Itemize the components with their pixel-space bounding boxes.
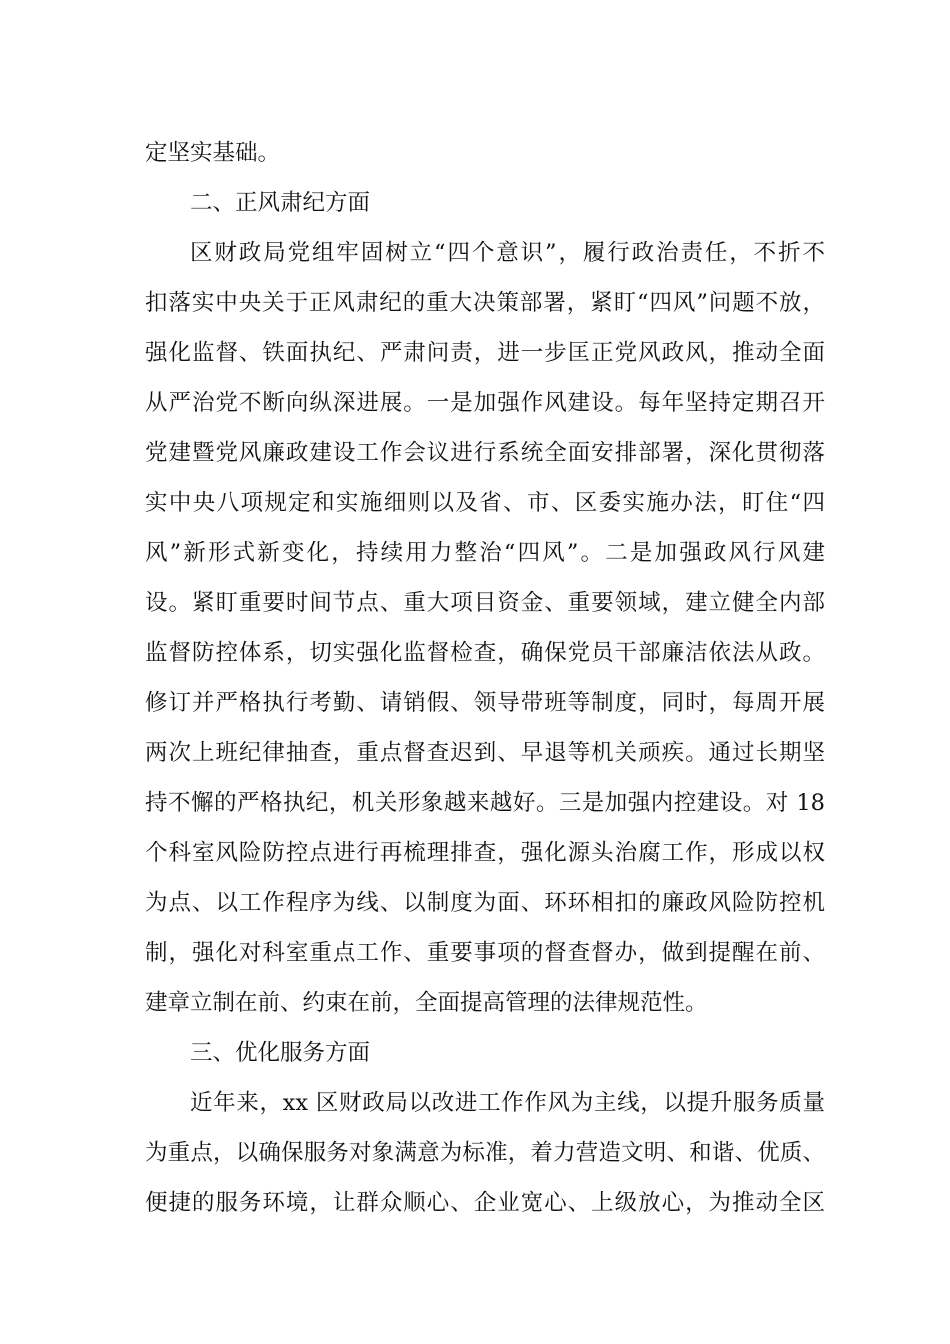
paragraph-line: 监督防控体系，切实强化监督检查，确保党员干部廉洁依法从政。 bbox=[145, 640, 825, 666]
paragraph-line: 近年来，xx 区财政局以改进工作作风为主线，以提升服务质量 bbox=[190, 1090, 825, 1116]
paragraph-tail-line: 定坚实基础。 bbox=[145, 140, 281, 166]
document-page bbox=[145, 128, 825, 1228]
paragraph-line: 强化监督、铁面执纪、严肃问责，进一步匡正党风政风，推动全面 bbox=[145, 340, 825, 366]
paragraph-line: 实中央八项规定和实施细则以及省、市、区委实施办法，盯住“四 bbox=[145, 490, 825, 516]
paragraph-line: 制，强化对科室重点工作、重要事项的督查督办，做到提醒在前、 bbox=[145, 940, 825, 966]
paragraph-line: 区财政局党组牢固树立“四个意识”，履行政治责任，不折不 bbox=[190, 240, 825, 266]
paragraph-line: 为重点，以确保服务对象满意为标准，着力营造文明、和谐、优质、 bbox=[145, 1140, 825, 1166]
paragraph-line: 从严治党不断向纵深进展。一是加强作风建设。每年坚持定期召开 bbox=[145, 390, 825, 416]
section-heading: 三、优化服务方面 bbox=[190, 1040, 371, 1066]
paragraph-line: 个科室风险防控点进行再梳理排查，强化源头治腐工作，形成以权 bbox=[145, 840, 825, 866]
paragraph-line: 持不懈的严格执纪，机关形象越来越好。三是加强内控建设。对 18 bbox=[145, 790, 825, 816]
paragraph-line: 设。紧盯重要时间节点、重大项目资金、重要领域，建立健全内部 bbox=[145, 590, 825, 616]
paragraph-line: 风”新形式新变化，持续用力整治“四风”。二是加强政风行风建 bbox=[145, 540, 825, 566]
paragraph-line: 为点、以工作程序为线、以制度为面、环环相扣的廉政风险防控机 bbox=[145, 890, 825, 916]
section-heading: 二、正风肃纪方面 bbox=[190, 190, 371, 216]
paragraph-line: 党建暨党风廉政建设工作会议进行系统全面安排部署，深化贯彻落 bbox=[145, 440, 825, 466]
paragraph-line: 修订并严格执行考勤、请销假、领导带班等制度，同时，每周开展 bbox=[145, 690, 825, 716]
paragraph-last-line: 建章立制在前、约束在前，全面提高管理的法律规范性。 bbox=[145, 990, 708, 1016]
paragraph-line: 便捷的服务环境，让群众顺心、企业宽心、上级放心，为推动全区 bbox=[145, 1190, 825, 1216]
paragraph-line: 两次上班纪律抽查，重点督查迟到、早退等机关顽疾。通过长期坚 bbox=[145, 740, 825, 766]
paragraph-line: 扣落实中央关于正风肃纪的重大决策部署，紧盯“四风”问题不放， bbox=[145, 290, 825, 316]
